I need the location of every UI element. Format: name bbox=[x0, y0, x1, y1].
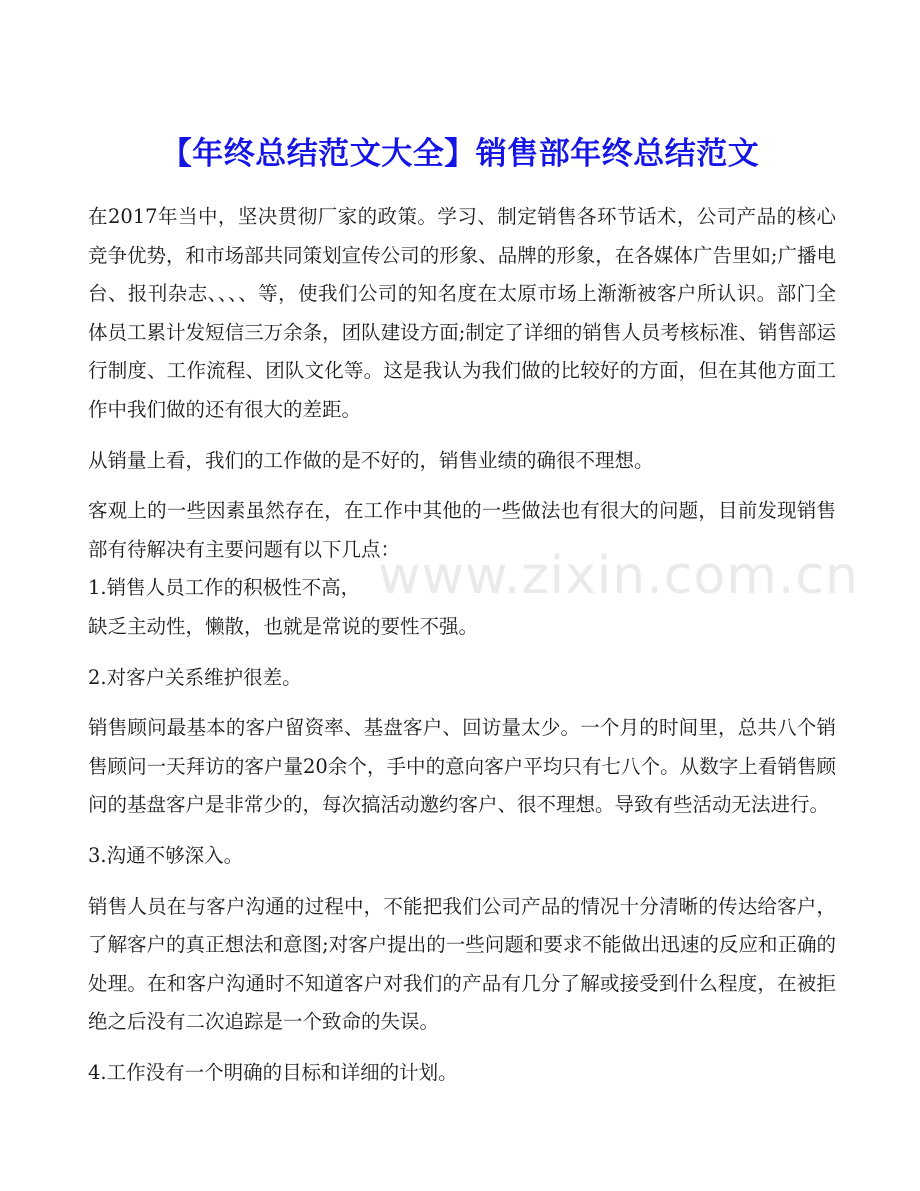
paragraph-1: 在2017年当中，坚决贯彻厂家的政策。学习、制定销售各环节话术，公司产品的核心竞争优势，和市场部共同策划宣传公司的形象、品牌的形象，在各媒体广告里如;广播电台、报刊杂志、、、、等，使我们公司的知名度在太原市场上渐渐被客户所认识。部门全体员工累计发短信三万余条，团队建设方面;制定了详细的销售人员考核标准、销售部运行制度、工作流程、团队文化等。这是我认为我们做的比较好的方面，但在其他方面工作中我们做的还有很大的差距。 bbox=[88, 205, 836, 421]
paragraph-5: 销售顾问最基本的客户留资率、基盘客户、回访量太少。一个月的时间里，总共八个销售顾问一天拜访的客户量20余个，手中的意向客户平均只有七八个。从数字上看销售顾问的基盘客户是非常少的，每次搞活动邀约客户、很不理想。导致有些活动无法进行。 bbox=[88, 716, 836, 817]
list-item-2: 2.对客户关系维护很差。 bbox=[88, 665, 302, 689]
list-item-3: 3.沟通不够深入。 bbox=[88, 843, 244, 867]
list-item-1: 1.销售人员工作的积极性不高， bbox=[88, 576, 361, 600]
paragraph-4: 缺乏主动性，懒散，也就是常说的要性不强。 bbox=[88, 614, 479, 638]
document-body bbox=[88, 198, 836, 1104]
list-item-4: 4.工作没有一个明确的目标和详细的计划。 bbox=[88, 1060, 458, 1084]
paragraph-3: 客观上的一些因素虽然存在，在工作中其他的一些做法也有很大的问题，目前发现销售部有待解决有主要问题有以下几点： bbox=[88, 499, 836, 561]
paragraph-6: 销售人员在与客户沟通的过程中，不能把我们公司产品的情况十分清晰的传达给客户，了解客户的真正想法和意图;对客户提出的一些问题和要求不能做出迅速的反应和正确的处理。在和客户沟通时不知道客户对我们的产品有几分了解或接受到什么程度，在被拒绝之后没有二次追踪是一个致命的失误。 bbox=[88, 894, 836, 1034]
watermark-text: www.zixin.com.cn bbox=[378, 546, 859, 606]
paragraph-2: 从销量上看，我们的工作做的是不好的，销售业绩的确很不理想。 bbox=[88, 448, 654, 472]
document-title: 【年终总结范文大全】销售部年终总结范文 bbox=[160, 136, 760, 172]
